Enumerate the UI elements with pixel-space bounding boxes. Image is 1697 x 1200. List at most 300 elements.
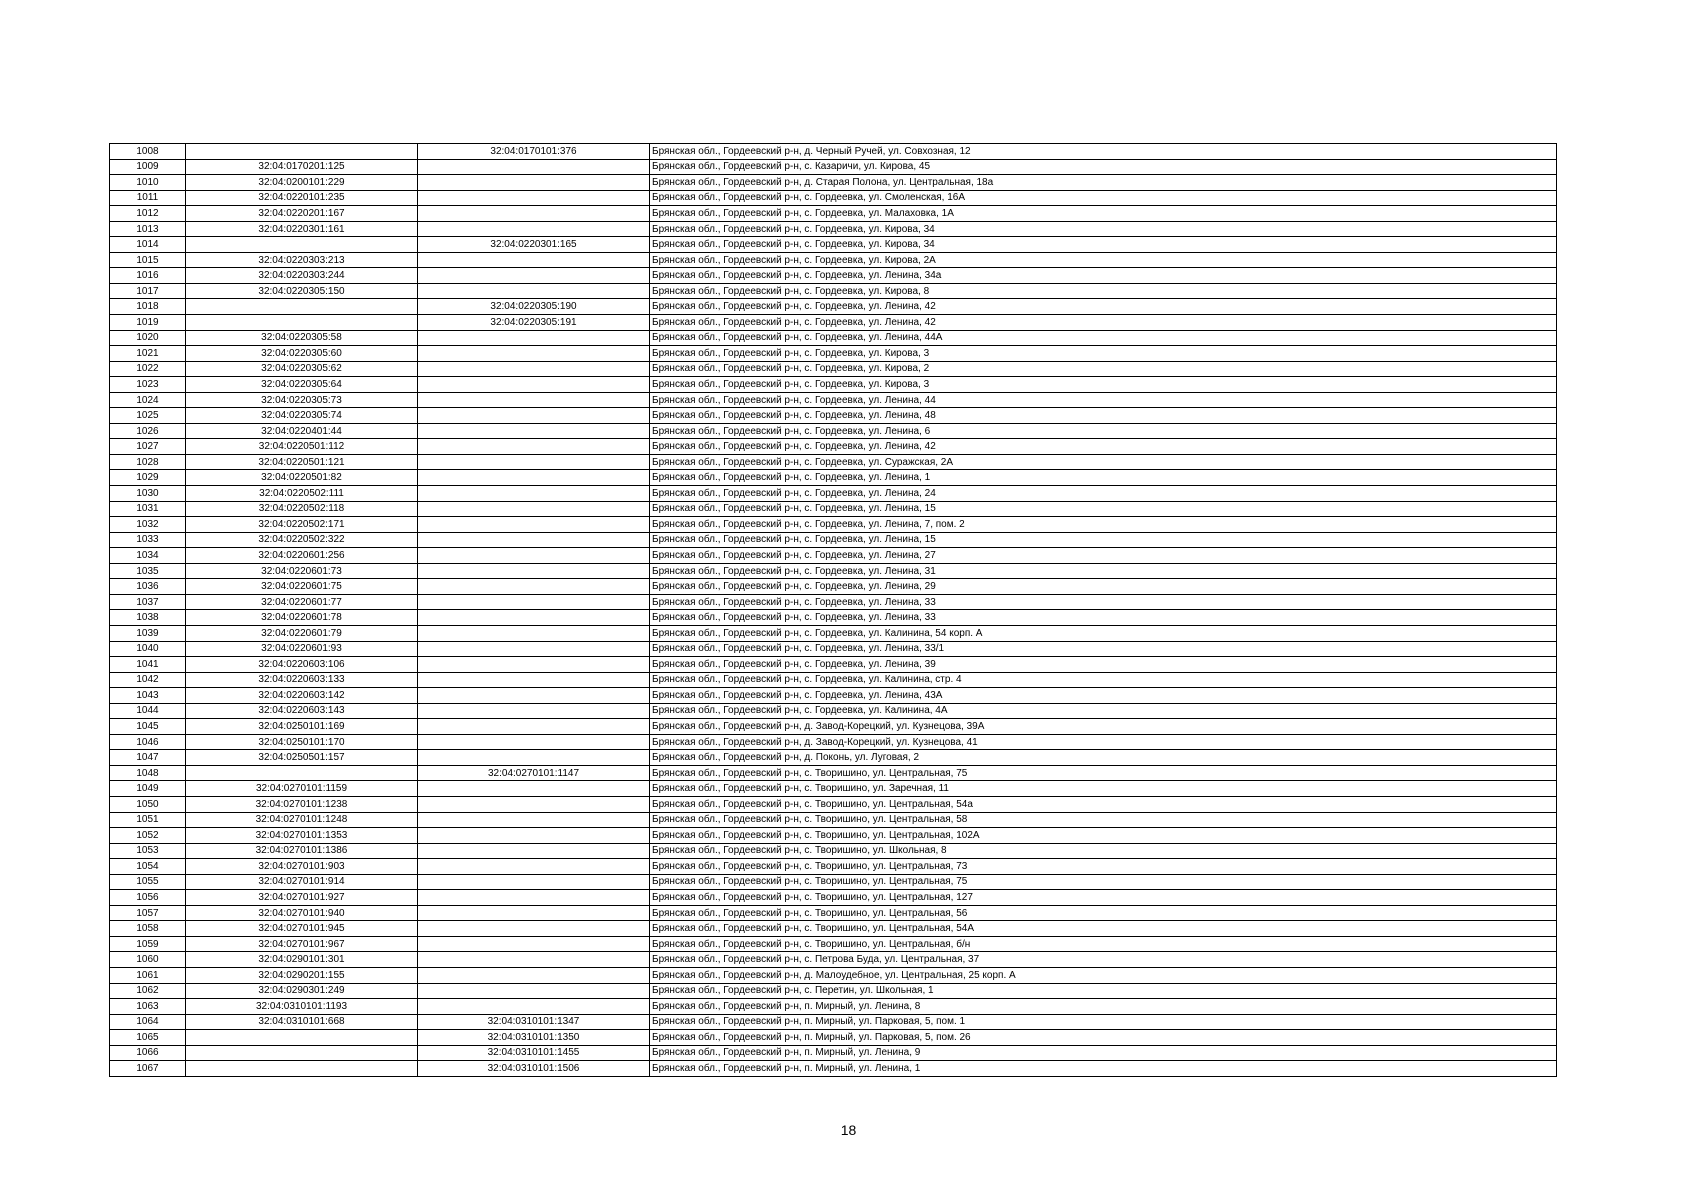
cadastral-number-cell: 32:04:0220502:322 (186, 532, 418, 548)
row-number-cell: 1034 (110, 548, 186, 564)
related-cadastral-number-cell: 32:04:0310101:1350 (418, 1030, 650, 1046)
address-cell: Брянская обл., Гордеевский р-н, с. Творишино, ул. Центральная, 73 (650, 859, 1557, 875)
row-number-cell: 1036 (110, 579, 186, 595)
table-row (110, 563, 1557, 579)
cadastral-number-cell: 32:04:0220305:64 (186, 377, 418, 393)
table-row (110, 610, 1557, 626)
table-row (110, 237, 1557, 253)
row-number-cell: 1011 (110, 190, 186, 206)
table-row (110, 1030, 1557, 1046)
table-row (110, 579, 1557, 595)
address-cell: Брянская обл., Гордеевский р-н, с. Гордеевка, ул. Ленина, 33 (650, 610, 1557, 626)
table-row (110, 517, 1557, 533)
related-cadastral-number-cell (418, 206, 650, 222)
cadastral-number-cell: 32:04:0220502:111 (186, 486, 418, 502)
cadastral-number-cell: 32:04:0220601:75 (186, 579, 418, 595)
table-row (110, 252, 1557, 268)
cadastral-number-cell: 32:04:0250501:157 (186, 750, 418, 766)
row-number-cell: 1046 (110, 734, 186, 750)
address-cell: Брянская обл., Гордеевский р-н, с. Творишино, ул. Школьная, 8 (650, 843, 1557, 859)
cadastral-number-cell (186, 1045, 418, 1061)
related-cadastral-number-cell (418, 392, 650, 408)
related-cadastral-number-cell (418, 610, 650, 626)
cadastral-number-cell: 32:04:0270101:927 (186, 890, 418, 906)
address-cell: Брянская обл., Гордеевский р-н, с. Творишино, ул. Заречная, 11 (650, 781, 1557, 797)
address-cell: Брянская обл., Гордеевский р-н, с. Гордеевка, ул. Смоленская, 16А (650, 190, 1557, 206)
cadastral-number-cell: 32:04:0220603:142 (186, 688, 418, 704)
address-cell: Брянская обл., Гордеевский р-н, с. Гордеевка, ул. Ленина, 15 (650, 501, 1557, 517)
table-row (110, 377, 1557, 393)
related-cadastral-number-cell (418, 828, 650, 844)
address-cell: Брянская обл., Гордеевский р-н, с. Гордеевка, ул. Кирова, 8 (650, 283, 1557, 299)
table-row (110, 361, 1557, 377)
address-cell: Брянская обл., Гордеевский р-н, с. Гордеевка, ул. Ленина, 42 (650, 439, 1557, 455)
address-cell: Брянская обл., Гордеевский р-н, с. Гордеевка, ул. Ленина, 44 (650, 392, 1557, 408)
cadastral-number-cell: 32:04:0290101:301 (186, 952, 418, 968)
address-cell: Брянская обл., Гордеевский р-н, с. Гордеевка, ул. Ленина, 33/1 (650, 641, 1557, 657)
table-row (110, 315, 1557, 331)
table-row (110, 392, 1557, 408)
related-cadastral-number-cell (418, 672, 650, 688)
related-cadastral-number-cell (418, 159, 650, 175)
row-number-cell: 1012 (110, 206, 186, 222)
row-number-cell: 1063 (110, 999, 186, 1015)
related-cadastral-number-cell: 32:04:0220305:190 (418, 299, 650, 315)
cadastral-number-cell: 32:04:0270101:1353 (186, 828, 418, 844)
row-number-cell: 1027 (110, 439, 186, 455)
table-row (110, 796, 1557, 812)
address-cell: Брянская обл., Гордеевский р-н, с. Гордеевка, ул. Ленина, 42 (650, 315, 1557, 331)
row-number-cell: 1015 (110, 252, 186, 268)
address-cell: Брянская обл., Гордеевский р-н, с. Казаричи, ул. Кирова, 45 (650, 159, 1557, 175)
row-number-cell: 1032 (110, 517, 186, 533)
cadastral-number-cell: 32:04:0310101:668 (186, 1014, 418, 1030)
cadastral-number-cell: 32:04:0270101:945 (186, 921, 418, 937)
related-cadastral-number-cell (418, 408, 650, 424)
address-cell: Брянская обл., Гордеевский р-н, д. Завод-Корецкий, ул. Кузнецова, 39А (650, 719, 1557, 735)
address-cell: Брянская обл., Гордеевский р-н, с. Творишино, ул. Центральная, 58 (650, 812, 1557, 828)
cadastral-number-cell: 32:04:0220201:167 (186, 206, 418, 222)
related-cadastral-number-cell (418, 532, 650, 548)
address-cell: Брянская обл., Гордеевский р-н, с. Творишино, ул. Центральная, 102А (650, 828, 1557, 844)
related-cadastral-number-cell (418, 563, 650, 579)
cadastral-number-cell: 32:04:0270101:914 (186, 874, 418, 890)
row-number-cell: 1044 (110, 703, 186, 719)
related-cadastral-number-cell (418, 330, 650, 346)
cadastral-number-cell: 32:04:0220305:74 (186, 408, 418, 424)
table-row (110, 1045, 1557, 1061)
table-row (110, 828, 1557, 844)
table-row (110, 439, 1557, 455)
address-cell: Брянская обл., Гордеевский р-н, с. Гордеевка, ул. Ленина, 48 (650, 408, 1557, 424)
table-row (110, 299, 1557, 315)
row-number-cell: 1010 (110, 175, 186, 191)
table-row (110, 734, 1557, 750)
row-number-cell: 1048 (110, 765, 186, 781)
table-row (110, 175, 1557, 191)
cadastral-number-cell: 32:04:0250101:170 (186, 734, 418, 750)
table-row (110, 952, 1557, 968)
row-number-cell: 1050 (110, 796, 186, 812)
related-cadastral-number-cell (418, 454, 650, 470)
cadastral-number-cell: 32:04:0220601:79 (186, 625, 418, 641)
cadastral-number-cell: 32:04:0220401:44 (186, 423, 418, 439)
table-row (110, 283, 1557, 299)
cadastral-number-cell: 32:04:0220603:133 (186, 672, 418, 688)
related-cadastral-number-cell (418, 175, 650, 191)
row-number-cell: 1049 (110, 781, 186, 797)
address-cell: Брянская обл., Гордеевский р-н, п. Мирный, ул. Ленина, 9 (650, 1045, 1557, 1061)
address-cell: Брянская обл., Гордеевский р-н, с. Творишино, ул. Центральная, 127 (650, 890, 1557, 906)
row-number-cell: 1051 (110, 812, 186, 828)
address-cell: Брянская обл., Гордеевский р-н, с. Гордеевка, ул. Ленина, 34а (650, 268, 1557, 284)
related-cadastral-number-cell (418, 657, 650, 673)
address-cell: Брянская обл., Гордеевский р-н, с. Творишино, ул. Центральная, 75 (650, 874, 1557, 890)
cadastral-number-cell: 32:04:0220305:73 (186, 392, 418, 408)
address-cell: Брянская обл., Гордеевский р-н, с. Творишино, ул. Центральная, 75 (650, 765, 1557, 781)
address-cell: Брянская обл., Гордеевский р-н, п. Мирный, ул. Ленина, 1 (650, 1061, 1557, 1077)
table-row (110, 486, 1557, 502)
cadastral-number-cell (186, 1030, 418, 1046)
row-number-cell: 1018 (110, 299, 186, 315)
cadastral-number-cell: 32:04:0220601:93 (186, 641, 418, 657)
cadastral-number-cell: 32:04:0310101:1193 (186, 999, 418, 1015)
table-row (110, 501, 1557, 517)
table-body (110, 144, 1557, 1077)
table-row (110, 144, 1557, 160)
cadastral-number-cell: 32:04:0270101:967 (186, 936, 418, 952)
table-row (110, 750, 1557, 766)
cadastral-number-cell (186, 765, 418, 781)
row-number-cell: 1055 (110, 874, 186, 890)
row-number-cell: 1031 (110, 501, 186, 517)
address-cell: Брянская обл., Гордеевский р-н, с. Гордеевка, ул. Ленина, 44А (650, 330, 1557, 346)
related-cadastral-number-cell (418, 221, 650, 237)
cadastral-number-cell: 32:04:0220601:256 (186, 548, 418, 564)
table-row (110, 983, 1557, 999)
row-number-cell: 1058 (110, 921, 186, 937)
row-number-cell: 1024 (110, 392, 186, 408)
row-number-cell: 1020 (110, 330, 186, 346)
table-row (110, 905, 1557, 921)
address-cell: Брянская обл., Гордеевский р-н, д. Завод-Корецкий, ул. Кузнецова, 41 (650, 734, 1557, 750)
related-cadastral-number-cell (418, 719, 650, 735)
related-cadastral-number-cell (418, 952, 650, 968)
address-cell: Брянская обл., Гордеевский р-н, с. Гордеевка, ул. Ленина, 42 (650, 299, 1557, 315)
row-number-cell: 1067 (110, 1061, 186, 1077)
related-cadastral-number-cell (418, 983, 650, 999)
row-number-cell: 1064 (110, 1014, 186, 1030)
cadastral-number-cell: 32:04:0220305:62 (186, 361, 418, 377)
row-number-cell: 1041 (110, 657, 186, 673)
table-row (110, 454, 1557, 470)
related-cadastral-number-cell (418, 625, 650, 641)
cadastral-number-cell: 32:04:0220601:78 (186, 610, 418, 626)
row-number-cell: 1040 (110, 641, 186, 657)
related-cadastral-number-cell: 32:04:0310101:1506 (418, 1061, 650, 1077)
row-number-cell: 1038 (110, 610, 186, 626)
table-row (110, 657, 1557, 673)
cadastral-number-cell: 32:04:0220601:73 (186, 563, 418, 579)
related-cadastral-number-cell (418, 905, 650, 921)
address-cell: Брянская обл., Гордеевский р-н, с. Гордеевка, ул. Кирова, 3 (650, 346, 1557, 362)
table-row (110, 190, 1557, 206)
cadastral-number-cell: 32:04:0220501:82 (186, 470, 418, 486)
table-row (110, 781, 1557, 797)
table-row (110, 890, 1557, 906)
address-cell: Брянская обл., Гордеевский р-н, с. Творишино, ул. Центральная, 56 (650, 905, 1557, 921)
row-number-cell: 1039 (110, 625, 186, 641)
address-cell: Брянская обл., Гордеевский р-н, с. Гордеевка, ул. Кирова, 34 (650, 237, 1557, 253)
cadastral-number-cell: 32:04:0270101:903 (186, 859, 418, 875)
cadastral-number-cell: 32:04:0220303:213 (186, 252, 418, 268)
related-cadastral-number-cell (418, 688, 650, 704)
related-cadastral-number-cell (418, 361, 650, 377)
address-cell: Брянская обл., Гордеевский р-н, д. Малоудебное, ул. Центральная, 25 корп. А (650, 967, 1557, 983)
cadastral-number-cell: 32:04:0200101:229 (186, 175, 418, 191)
row-number-cell: 1013 (110, 221, 186, 237)
table-row (110, 936, 1557, 952)
related-cadastral-number-cell (418, 936, 650, 952)
row-number-cell: 1052 (110, 828, 186, 844)
related-cadastral-number-cell (418, 921, 650, 937)
table-row (110, 548, 1557, 564)
address-cell: Брянская обл., Гордеевский р-н, с. Гордеевка, ул. Ленина, 15 (650, 532, 1557, 548)
related-cadastral-number-cell (418, 781, 650, 797)
related-cadastral-number-cell (418, 890, 650, 906)
row-number-cell: 1061 (110, 967, 186, 983)
address-cell: Брянская обл., Гордеевский р-н, с. Творишино, ул. Центральная, 54а (650, 796, 1557, 812)
address-cell: Брянская обл., Гордеевский р-н, с. Гордеевка, ул. Ленина, 31 (650, 563, 1557, 579)
cadastral-number-cell: 32:04:0290301:249 (186, 983, 418, 999)
address-cell: Брянская обл., Гордеевский р-н, с. Гордеевка, ул. Ленина, 6 (650, 423, 1557, 439)
related-cadastral-number-cell (418, 967, 650, 983)
address-cell: Брянская обл., Гордеевский р-н, с. Творишино, ул. Центральная, б/н (650, 936, 1557, 952)
address-cell: Брянская обл., Гордеевский р-н, с. Гордеевка, ул. Ленина, 39 (650, 657, 1557, 673)
cadastral-number-cell: 32:04:0220601:77 (186, 594, 418, 610)
row-number-cell: 1057 (110, 905, 186, 921)
table-row (110, 330, 1557, 346)
related-cadastral-number-cell (418, 346, 650, 362)
table-row (110, 688, 1557, 704)
related-cadastral-number-cell: 32:04:0310101:1455 (418, 1045, 650, 1061)
row-number-cell: 1019 (110, 315, 186, 331)
table-row (110, 206, 1557, 222)
address-cell: Брянская обл., Гордеевский р-н, с. Гордеевка, ул. Ленина, 27 (650, 548, 1557, 564)
row-number-cell: 1059 (110, 936, 186, 952)
table-row (110, 346, 1557, 362)
related-cadastral-number-cell (418, 268, 650, 284)
cadastral-number-cell (186, 315, 418, 331)
cadastral-number-cell: 32:04:0270101:1248 (186, 812, 418, 828)
address-cell: Брянская обл., Гордеевский р-н, с. Гордеевка, ул. Кирова, 2А (650, 252, 1557, 268)
row-number-cell: 1021 (110, 346, 186, 362)
table-row (110, 470, 1557, 486)
cadastral-number-cell: 32:04:0220502:171 (186, 517, 418, 533)
table-row (110, 999, 1557, 1015)
table-row (110, 532, 1557, 548)
related-cadastral-number-cell (418, 750, 650, 766)
related-cadastral-number-cell (418, 703, 650, 719)
table-row (110, 268, 1557, 284)
row-number-cell: 1060 (110, 952, 186, 968)
related-cadastral-number-cell: 32:04:0220301:165 (418, 237, 650, 253)
address-cell: Брянская обл., Гордеевский р-н, д. Черный Ручей, ул. Совхозная, 12 (650, 144, 1557, 160)
address-cell: Брянская обл., Гордеевский р-н, п. Мирный, ул. Парковая, 5, пом. 1 (650, 1014, 1557, 1030)
table-row (110, 765, 1557, 781)
related-cadastral-number-cell (418, 470, 650, 486)
table-row (110, 1014, 1557, 1030)
table-row (110, 408, 1557, 424)
row-number-cell: 1023 (110, 377, 186, 393)
related-cadastral-number-cell: 32:04:0270101:1147 (418, 765, 650, 781)
cadastral-number-cell (186, 299, 418, 315)
cadastral-number-cell: 32:04:0220603:106 (186, 657, 418, 673)
table-row (110, 859, 1557, 875)
row-number-cell: 1022 (110, 361, 186, 377)
table-row (110, 221, 1557, 237)
property-table (109, 143, 1557, 1077)
table-row (110, 672, 1557, 688)
related-cadastral-number-cell (418, 517, 650, 533)
row-number-cell: 1054 (110, 859, 186, 875)
row-number-cell: 1009 (110, 159, 186, 175)
row-number-cell: 1043 (110, 688, 186, 704)
related-cadastral-number-cell (418, 734, 650, 750)
cadastral-number-cell: 32:04:0220305:150 (186, 283, 418, 299)
cadastral-number-cell: 32:04:0270101:1386 (186, 843, 418, 859)
cadastral-number-cell: 32:04:0270101:1238 (186, 796, 418, 812)
table-row (110, 1061, 1557, 1077)
cadastral-number-cell: 32:04:0220603:143 (186, 703, 418, 719)
address-cell: Брянская обл., Гордеевский р-н, с. Гордеевка, ул. Ленина, 24 (650, 486, 1557, 502)
address-cell: Брянская обл., Гордеевский р-н, с. Гордеевка, ул. Малаховка, 1А (650, 206, 1557, 222)
cadastral-number-cell (186, 144, 418, 160)
table-row (110, 625, 1557, 641)
row-number-cell: 1065 (110, 1030, 186, 1046)
cadastral-number-cell: 32:04:0220101:235 (186, 190, 418, 206)
row-number-cell: 1016 (110, 268, 186, 284)
row-number-cell: 1030 (110, 486, 186, 502)
address-cell: Брянская обл., Гордеевский р-н, с. Гордеевка, ул. Суражская, 2А (650, 454, 1557, 470)
address-cell: Брянская обл., Гордеевский р-н, с. Гордеевка, ул. Ленина, 33 (650, 594, 1557, 610)
related-cadastral-number-cell (418, 641, 650, 657)
row-number-cell: 1037 (110, 594, 186, 610)
related-cadastral-number-cell (418, 999, 650, 1015)
table-row (110, 594, 1557, 610)
address-cell: Брянская обл., Гордеевский р-н, с. Перетин, ул. Школьная, 1 (650, 983, 1557, 999)
related-cadastral-number-cell (418, 874, 650, 890)
cadastral-number-cell: 32:04:0220502:118 (186, 501, 418, 517)
address-cell: Брянская обл., Гордеевский р-н, с. Гордеевка, ул. Ленина, 1 (650, 470, 1557, 486)
address-cell: Брянская обл., Гордеевский р-н, с. Гордеевка, ул. Калинина, 4А (650, 703, 1557, 719)
cadastral-number-cell: 32:04:0220305:58 (186, 330, 418, 346)
row-number-cell: 1014 (110, 237, 186, 253)
cadastral-number-cell: 32:04:0220303:244 (186, 268, 418, 284)
cadastral-number-cell (186, 237, 418, 253)
row-number-cell: 1028 (110, 454, 186, 470)
row-number-cell: 1017 (110, 283, 186, 299)
table-row (110, 159, 1557, 175)
address-cell: Брянская обл., Гордеевский р-н, с. Гордеевка, ул. Ленина, 7, пом. 2 (650, 517, 1557, 533)
cadastral-number-cell: 32:04:0220301:161 (186, 221, 418, 237)
row-number-cell: 1008 (110, 144, 186, 160)
address-cell: Брянская обл., Гордеевский р-н, с. Творишино, ул. Центральная, 54А (650, 921, 1557, 937)
table-row (110, 719, 1557, 735)
address-cell: Брянская обл., Гордеевский р-н, с. Гордеевка, ул. Ленина, 29 (650, 579, 1557, 595)
row-number-cell: 1053 (110, 843, 186, 859)
related-cadastral-number-cell (418, 548, 650, 564)
page-number: 18 (840, 1122, 857, 1138)
row-number-cell: 1045 (110, 719, 186, 735)
address-cell: Брянская обл., Гордеевский р-н, д. Старая Полона, ул. Центральная, 18а (650, 175, 1557, 191)
cadastral-number-cell: 32:04:0220305:60 (186, 346, 418, 362)
address-cell: Брянская обл., Гордеевский р-н, с. Гордеевка, ул. Кирова, 3 (650, 377, 1557, 393)
address-cell: Брянская обл., Гордеевский р-н, с. Гордеевка, ул. Ленина, 43А (650, 688, 1557, 704)
related-cadastral-number-cell (418, 283, 650, 299)
table-row (110, 874, 1557, 890)
address-cell: Брянская обл., Гордеевский р-н, с. Гордеевка, ул. Калинина, стр. 4 (650, 672, 1557, 688)
related-cadastral-number-cell (418, 439, 650, 455)
related-cadastral-number-cell (418, 594, 650, 610)
related-cadastral-number-cell (418, 501, 650, 517)
related-cadastral-number-cell: 32:04:0310101:1347 (418, 1014, 650, 1030)
address-cell: Брянская обл., Гордеевский р-н, с. Петрова Буда, ул. Центральная, 37 (650, 952, 1557, 968)
address-cell: Брянская обл., Гордеевский р-н, с. Гордеевка, ул. Калинина, 54 корп. А (650, 625, 1557, 641)
row-number-cell: 1042 (110, 672, 186, 688)
row-number-cell: 1025 (110, 408, 186, 424)
cadastral-number-cell (186, 1061, 418, 1077)
table-row (110, 812, 1557, 828)
row-number-cell: 1033 (110, 532, 186, 548)
row-number-cell: 1047 (110, 750, 186, 766)
table-row (110, 843, 1557, 859)
table-row (110, 921, 1557, 937)
related-cadastral-number-cell (418, 377, 650, 393)
related-cadastral-number-cell (418, 812, 650, 828)
cadastral-number-cell: 32:04:0170201:125 (186, 159, 418, 175)
related-cadastral-number-cell (418, 579, 650, 595)
cadastral-number-cell: 32:04:0250101:169 (186, 719, 418, 735)
related-cadastral-number-cell: 32:04:0170101:376 (418, 144, 650, 160)
related-cadastral-number-cell (418, 859, 650, 875)
row-number-cell: 1066 (110, 1045, 186, 1061)
related-cadastral-number-cell (418, 423, 650, 439)
related-cadastral-number-cell (418, 486, 650, 502)
address-cell: Брянская обл., Гордеевский р-н, п. Мирный, ул. Ленина, 8 (650, 999, 1557, 1015)
row-number-cell: 1056 (110, 890, 186, 906)
cadastral-number-cell: 32:04:0270101:940 (186, 905, 418, 921)
row-number-cell: 1035 (110, 563, 186, 579)
cadastral-number-cell: 32:04:0220501:112 (186, 439, 418, 455)
row-number-cell: 1062 (110, 983, 186, 999)
row-number-cell: 1029 (110, 470, 186, 486)
table-row (110, 703, 1557, 719)
related-cadastral-number-cell (418, 190, 650, 206)
related-cadastral-number-cell: 32:04:0220305:191 (418, 315, 650, 331)
related-cadastral-number-cell (418, 252, 650, 268)
address-cell: Брянская обл., Гордеевский р-н, с. Гордеевка, ул. Кирова, 34 (650, 221, 1557, 237)
table-row (110, 423, 1557, 439)
cadastral-number-cell: 32:04:0220501:121 (186, 454, 418, 470)
cadastral-number-cell: 32:04:0270101:1159 (186, 781, 418, 797)
address-cell: Брянская обл., Гордеевский р-н, д. Поконь, ул. Луговая, 2 (650, 750, 1557, 766)
address-cell: Брянская обл., Гордеевский р-н, п. Мирный, ул. Парковая, 5, пом. 26 (650, 1030, 1557, 1046)
cadastral-number-cell: 32:04:0290201:155 (186, 967, 418, 983)
address-cell: Брянская обл., Гордеевский р-н, с. Гордеевка, ул. Кирова, 2 (650, 361, 1557, 377)
row-number-cell: 1026 (110, 423, 186, 439)
related-cadastral-number-cell (418, 796, 650, 812)
